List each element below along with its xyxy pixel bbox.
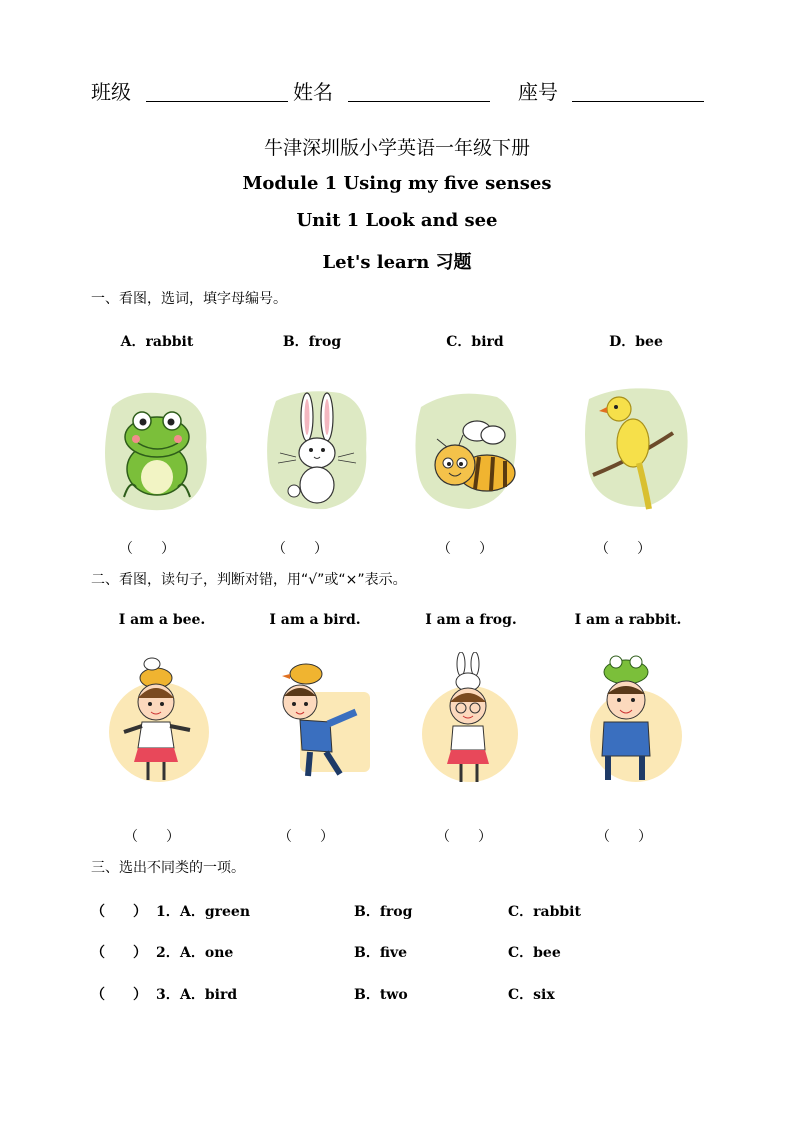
sentence-2: I am a bird. <box>269 612 361 628</box>
q1-option-c: C．rabbit <box>508 904 581 920</box>
module-title: Module 1 Using my five senses <box>242 173 552 194</box>
rabbit-picture <box>262 387 372 515</box>
name-blank[interactable] <box>348 101 490 102</box>
q1-option-b: B．frog <box>354 904 413 920</box>
q2-blank[interactable]: （ ） <box>91 945 147 961</box>
q3-number: 3． <box>156 987 180 1003</box>
q1-option-a: A．green <box>180 904 251 920</box>
judge-blank-3[interactable]: （ ） <box>436 829 492 845</box>
class-blank[interactable] <box>146 101 288 102</box>
lesson-title: Let's learn 习题 <box>322 252 472 273</box>
bird-picture <box>583 383 693 511</box>
answer-blank-3[interactable]: （ ） <box>437 541 493 557</box>
q2-option-b: B．five <box>354 945 408 961</box>
q2-option-a: A．one <box>180 945 234 961</box>
name-label: 姓名 <box>293 80 333 104</box>
section1-instruction: 一、看图，选词，填字母编号。 <box>91 291 287 307</box>
bee-picture <box>413 387 523 515</box>
option-b: B．frog <box>282 334 342 350</box>
answer-blank-2[interactable]: （ ） <box>272 541 328 557</box>
q2-option-c: C．bee <box>508 945 561 961</box>
section2-instruction: 二、看图，读句子，判断对错，用“√”或“×”表示。 <box>91 572 407 588</box>
q3-blank[interactable]: （ ） <box>91 987 147 1003</box>
q2-number: 2． <box>156 945 180 961</box>
q3-option-a: A．bird <box>180 987 238 1003</box>
judge-blank-2[interactable]: （ ） <box>278 829 334 845</box>
q3-option-b: B．two <box>354 987 408 1003</box>
girl-with-bee-hat <box>104 652 214 792</box>
judge-blank-4[interactable]: （ ） <box>596 829 652 845</box>
sentence-4: I am a rabbit. <box>574 612 682 628</box>
frog-picture <box>102 387 212 515</box>
sentence-1: I am a bee. <box>118 612 206 628</box>
q1-number: 1． <box>156 904 180 920</box>
section3-instruction: 三、选出不同类的一项。 <box>91 860 245 876</box>
q3-option-c: C．six <box>508 987 555 1003</box>
answer-blank-4[interactable]: （ ） <box>595 541 651 557</box>
unit-title: Unit 1 Look and see <box>296 210 498 231</box>
option-d: D．bee <box>609 334 663 350</box>
answer-blank-1[interactable]: （ ） <box>119 541 175 557</box>
seat-blank[interactable] <box>572 101 704 102</box>
boy-with-bird-hat <box>270 652 380 792</box>
book-title: 牛津深圳版小学英语一年级下册 <box>263 137 530 159</box>
sentence-3: I am a frog. <box>425 612 517 628</box>
judge-blank-1[interactable]: （ ） <box>124 829 180 845</box>
q1-blank[interactable]: （ ） <box>91 904 147 920</box>
option-a: A．rabbit <box>120 334 194 350</box>
girl-with-rabbit-hat <box>415 652 525 792</box>
seat-label: 座号 <box>518 80 558 104</box>
class-label: 班级 <box>91 80 131 104</box>
boy-with-frog-hat <box>578 650 688 792</box>
option-c: C．bird <box>446 334 504 350</box>
